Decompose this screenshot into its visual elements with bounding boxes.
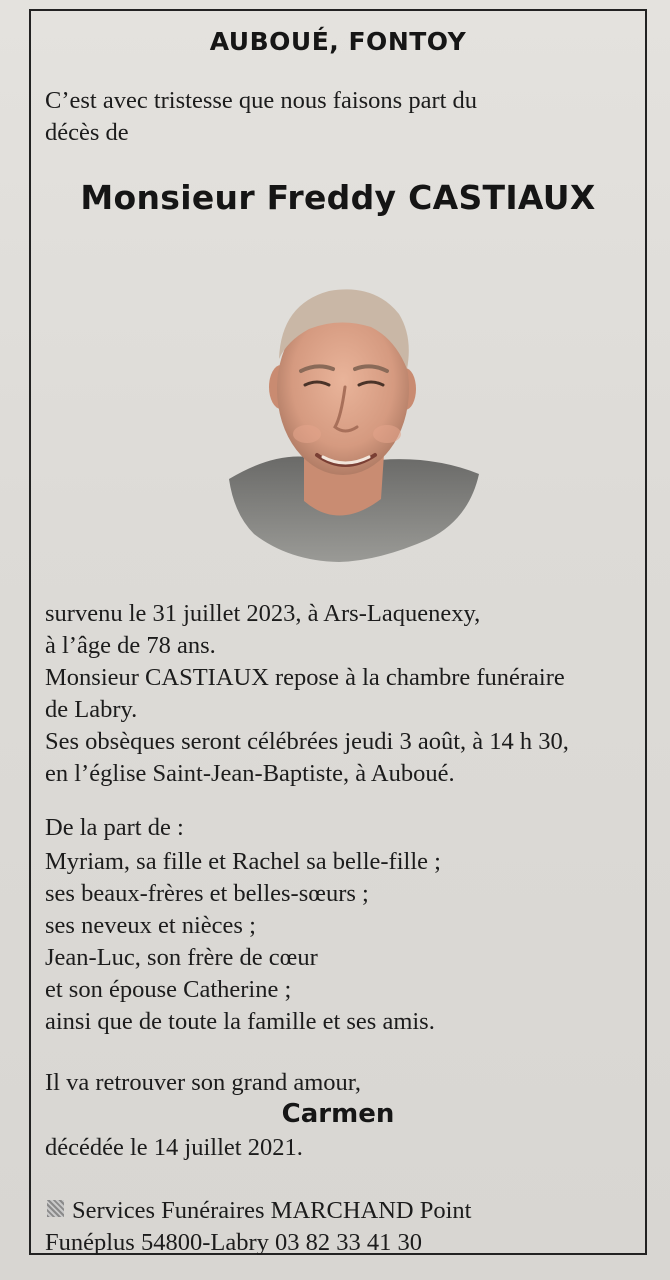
details-line: de Labry. <box>45 696 138 723</box>
family-line: ainsi que de toute la famille et ses amis. <box>45 1008 435 1035</box>
obituary-notice <box>29 9 647 1255</box>
square-bullet-icon <box>47 1200 64 1217</box>
portrait-photo-icon <box>199 269 481 569</box>
family-line: ses neveux et nièces ; <box>45 912 256 939</box>
family-line: ses beaux-frères et belles-sœurs ; <box>45 880 369 907</box>
from-label: De la part de : <box>45 814 184 841</box>
details-line: à l’âge de 78 ans. <box>45 632 216 659</box>
funeral-services <box>45 1195 471 1259</box>
details-line: Monsieur CASTIAUX repose à la chambre funéraire <box>45 664 565 691</box>
details-line: Ses obsèques seront célébrées jeudi 3 août, à 14 h 30, <box>45 728 569 755</box>
intro-line: décès de <box>45 119 129 146</box>
family-line: et son épouse Catherine ; <box>45 976 292 1003</box>
beloved-death-date: décédée le 14 juillet 2021. <box>45 1134 303 1161</box>
intro-text <box>45 85 477 149</box>
details-line: survenu le 31 juillet 2023, à Ars-Laquenexy, <box>45 600 481 627</box>
intro-line: C’est avec tristesse que nous faisons part du <box>45 87 478 114</box>
town-heading: AUBOUÉ, FONTOY <box>209 27 467 56</box>
services-line <box>45 1195 471 1227</box>
details-text <box>45 598 569 790</box>
deceased-name: Monsieur Freddy CASTIAUX <box>80 178 596 217</box>
family-line: Myriam, sa fille et Rachel sa belle-fille ; <box>45 848 441 875</box>
details-line: en l’église Saint-Jean-Baptiste, à Auboué. <box>45 760 455 787</box>
services-text: Services Funéraires MARCHAND Point <box>72 1197 472 1224</box>
family-list <box>45 846 441 1038</box>
family-line: Jean-Luc, son frère de cœur <box>45 944 318 971</box>
beloved-name: Carmen <box>281 1099 395 1129</box>
closing-line: Il va retrouver son grand amour, <box>45 1069 362 1096</box>
services-line: Funéplus 54800-Labry 03 82 33 41 30 <box>45 1229 422 1256</box>
